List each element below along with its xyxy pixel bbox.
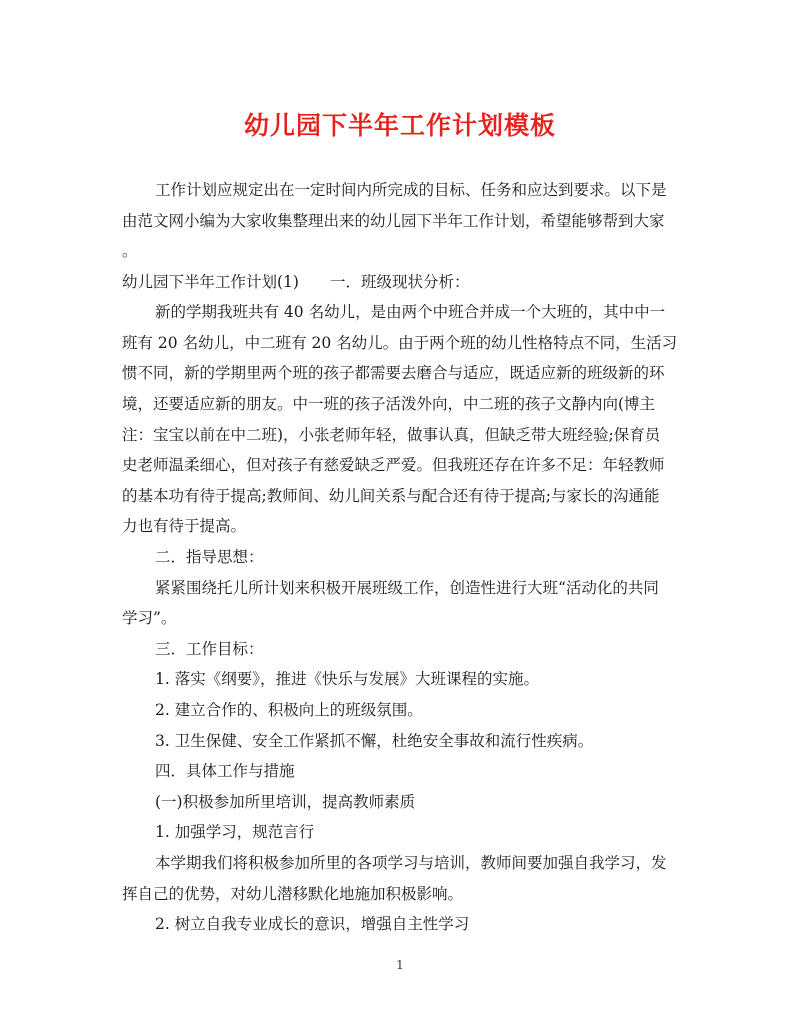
- paragraph-line: 挥自己的优势，对幼儿潜移默化地施加积极影响。: [122, 885, 464, 903]
- paragraph-line: 由范文网小编为大家收集整理出来的幼儿园下半年工作计划，希望能够帮到大家: [122, 212, 665, 230]
- page-number: 1: [396, 958, 404, 972]
- paragraph-line: 惯不同，新的学期里两个班的孩子都需要去磨合与适应，既适应新的班级新的环: [122, 364, 665, 382]
- subsection-heading: (一)积极参加所里培训，提高教师素质: [155, 793, 416, 811]
- section-heading: 四．具体工作与措施: [155, 762, 295, 780]
- list-item: 1. 加强学习，规范言行: [155, 823, 315, 841]
- section-heading: 幼儿园下半年工作计划(1) 一．班级现状分析：: [122, 273, 470, 291]
- paragraph-line: 班有 20 名幼儿，中二班有 20 名幼儿。由于两个班的幼儿性格特点不同，生活习: [122, 334, 678, 352]
- paragraph-line: 工作计划应规定出在一定时间内所完成的目标、任务和应达到要求。以下是: [155, 181, 667, 199]
- list-item: 2. 树立自我专业成长的意识，增强自主性学习: [155, 915, 470, 933]
- list-item: 2. 建立合作的、积极向上的班级氛围。: [155, 701, 423, 719]
- paragraph-line: 紧紧围绕托儿所计划来积极开展班级工作，创造性进行大班“活动化的共同: [155, 579, 659, 597]
- paragraph-line: 注：宝宝以前在中二班)，小张老师年轻，做事认真，但缺乏带大班经验;保育员: [122, 426, 661, 444]
- paragraph-line: 新的学期我班共有 40 名幼儿，是由两个中班合并成一个大班的，其中中一: [155, 303, 666, 321]
- paragraph-line: 学习”。: [122, 609, 177, 627]
- paragraph-line: 力也有待于提高。: [122, 517, 247, 535]
- paragraph-line: 。: [122, 242, 138, 260]
- section-heading: 三．工作目标：: [155, 640, 264, 658]
- list-item: 1. 落实《纲要》，推进《快乐与发展》大班课程的实施。: [155, 670, 539, 688]
- page-title: 幼儿园下半年工作计划模板: [243, 111, 556, 140]
- paragraph-line: 史老师温柔细心，但对孩子有慈爱缺乏严爱。但我班还存在许多不足：年轻教师: [122, 456, 665, 474]
- list-item: 3. 卫生保健、安全工作紧抓不懈，杜绝安全事故和流行性疾病。: [155, 732, 594, 750]
- section-heading: 二．指导思想：: [155, 548, 264, 566]
- paragraph-line: 本学期我们将积极参加所里的各项学习与培训，教师间要加强自我学习，发: [155, 854, 667, 872]
- paragraph-line: 境，还要适应新的朋友。中一班的孩子活泼外向，中二班的孩子文静内向(博主: [122, 395, 656, 413]
- paragraph-line: 的基本功有待于提高;教师间、幼儿间关系与配合还有待于提高;与家长的沟通能: [122, 487, 660, 505]
